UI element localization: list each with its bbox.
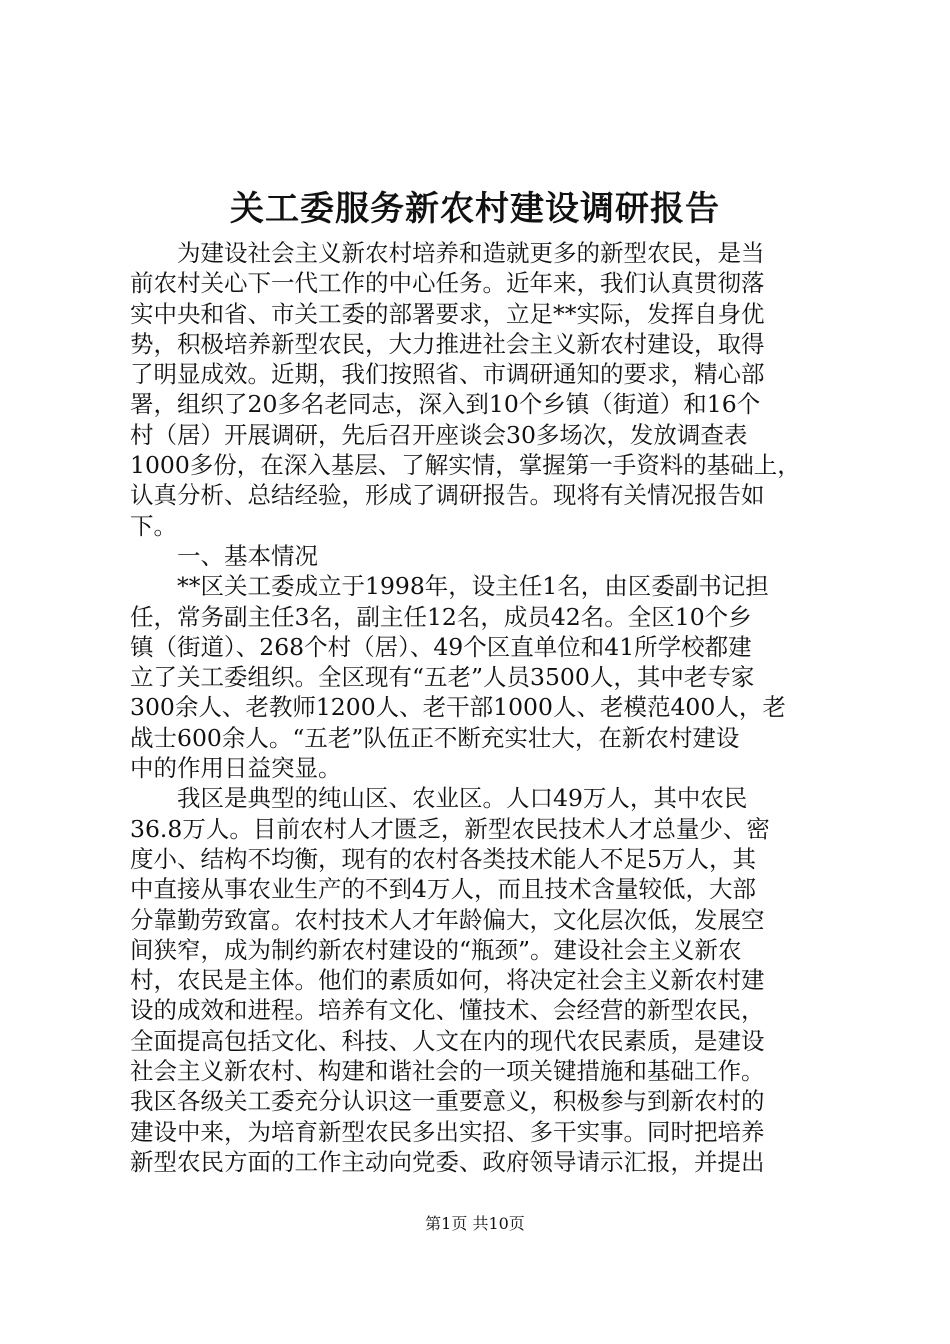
body-text-line: 间狭窄，成为制约新农村建设的“瓶颈”。建设社会主义新农 (130, 935, 742, 964)
body-text-line: 度小、结构不均衡，现有的农村各类技术能人不足5万人，其 (130, 844, 756, 873)
body-text-line: 中的作用日益突显。 (130, 754, 342, 783)
body-text-line: **区关工委成立于1998年，设主任1名，由区委副书记担 (130, 572, 769, 601)
body-text-line: 认真分析、总结经验，形成了调研报告。现将有关情况报告如 (130, 481, 765, 510)
body-text-line: 村，农民是主体。他们的素质如何，将决定社会主义新农村建 (130, 966, 765, 995)
body-text-line: 村（居）开展调研，先后召开座谈会30多场次，发放调查表 (130, 420, 748, 449)
body-text-line: 任，常务副主任3名，副主任12名，成员42名。全区10个乡 (130, 602, 752, 631)
body-text-line: 前农村关心下一代工作的中心任务。近年来，我们认真贯彻落 (130, 269, 765, 298)
body-text-line: 中直接从事农业生产的不到4万人，而且技术含量较低，大部 (130, 875, 756, 904)
body-text-line: 分靠勤劳致富。农村技术人才年龄偏大，文化层次低，发展空 (130, 905, 765, 934)
body-text-line: 一、基本情况 (130, 541, 318, 570)
body-text-line: 全面提高包括文化、科技、人文在内的现代农民素质，是建设 (130, 1026, 765, 1055)
page-footer: 第1页 共10页 (425, 1214, 525, 1233)
body-text-line: 战士600余人。“五老”队伍正不断充实壮大，在新农村建设 (130, 723, 740, 752)
body-text-line: 下。 (130, 511, 177, 540)
body-text-line: 了明显成效。近期，我们按照省、市调研通知的要求，精心部 (130, 360, 765, 389)
body-text-line: 300余人、老教师1200人、老干部1000人、老模范400人，老 (130, 693, 786, 722)
body-text-line: 实中央和省、市关工委的部署要求，立足**实际，发挥自身优 (130, 299, 765, 328)
body-text-line: 社会主义新农村、构建和谐社会的一项关键措施和基础工作。 (130, 1057, 765, 1086)
body-text-line: 镇（街道）、268个村（居）、49个区直单位和41所学校都建 (130, 632, 752, 661)
body-text-line: 署，组织了20多名老同志，深入到10个乡镇（街道）和16个 (130, 390, 761, 419)
body-text-line: 新型农民方面的工作主动向党委、政府领导请示汇报，并提出 (130, 1147, 765, 1176)
body-text-line: 我区是典型的纯山区、农业区。人口49万人，其中农民 (130, 784, 748, 813)
body-text-line: 设的成效和进程。培养有文化、懂技术、会经营的新型农民， (130, 996, 765, 1025)
body-text-line: 我区各级关工委充分认识这一重要意义，积极参与到新农村的 (130, 1087, 765, 1116)
body-text-line: 立了关工委组织。全区现有“五老”人员3500人，其中老专家 (130, 663, 755, 692)
body-text-line: 势，积极培养新型农民，大力推进社会主义新农村建设，取得 (130, 329, 765, 358)
body-text-line: 为建设社会主义新农村培养和造就更多的新型农民，是当 (130, 239, 765, 267)
body-text-line: 36.8万人。目前农村人才匮乏，新型农民技术人才总量少、密 (130, 814, 770, 843)
body-text-line: 建设中来，为培育新型农民多出实招、多干实事。同时把培养 (130, 1117, 765, 1146)
document-body (130, 238, 835, 1177)
body-text-line: 1000多份，在深入基层、了解实情，掌握第一手资料的基础上， (130, 451, 801, 480)
document-title: 关工委服务新农村建设调研报告 (230, 189, 720, 229)
